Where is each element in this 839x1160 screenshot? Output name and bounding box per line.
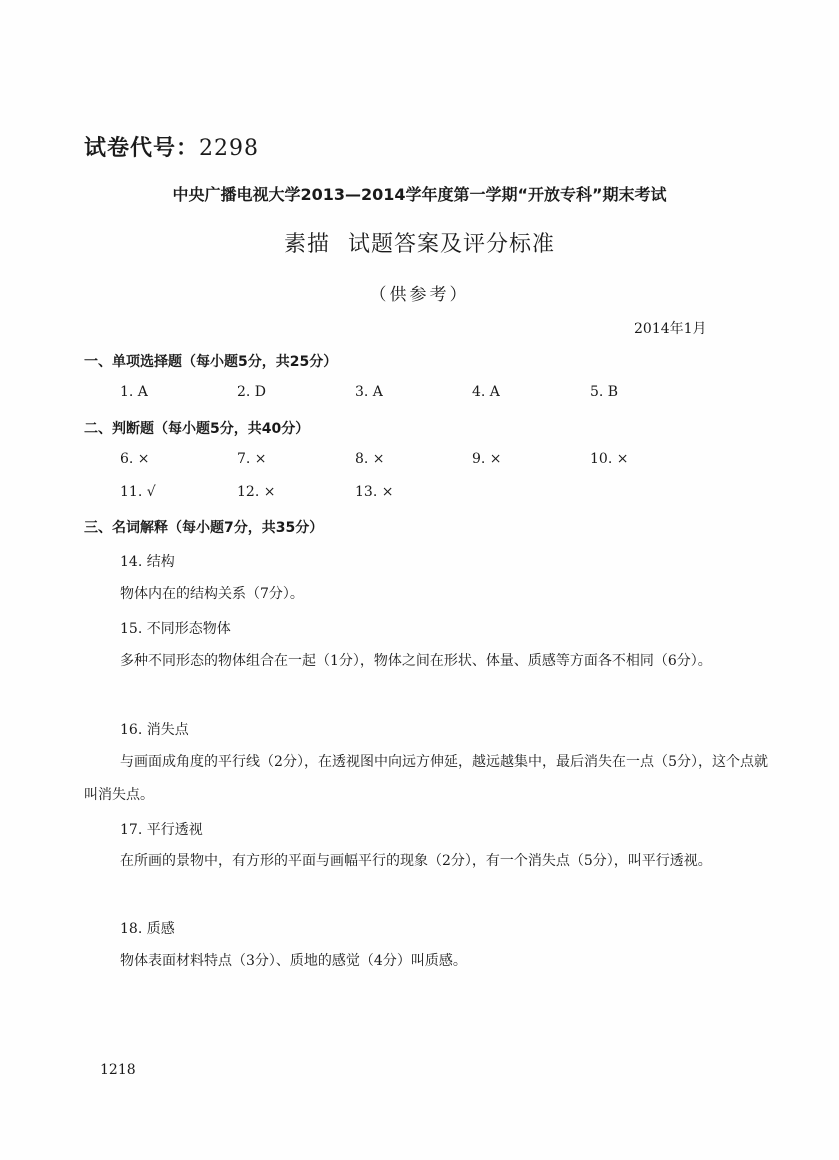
term-title-14: 14. 结构 [120, 554, 175, 570]
term-title-16: 16. 消失点 [120, 722, 189, 738]
section-heading-choice: 一、单项选择题（每小题5分，共25分） [84, 354, 338, 370]
reference-note: （供参考） [369, 285, 470, 305]
answer-7: 7. × [237, 451, 267, 467]
page-number: 1218 [100, 1062, 136, 1078]
answer-11: 11. √ [120, 484, 156, 500]
exam-title: 中央广播电视大学2013—2014学年度第一学期“开放专科”期末考试 [172, 185, 667, 204]
term-title-15: 15. 不同形态物体 [120, 621, 231, 637]
subject-title [0, 227, 839, 258]
term-title-17: 17. 平行透视 [120, 822, 203, 838]
answer-6: 6. × [120, 451, 150, 467]
paper-code-label: 试卷代号： [84, 136, 200, 161]
subject-name: 素描 [283, 232, 330, 257]
exam-date: 2014年1月 [634, 321, 707, 337]
answer-4: 4. A [472, 384, 500, 400]
answer-2: 2. D [237, 384, 267, 400]
term-definition-16: 与画面成角度的平行线（2分），在透视图中向远方伸延，越远越集中，最后消失在一点（5分），这个点就叫消失点。 [84, 754, 768, 803]
answer-5: 5. B [590, 384, 619, 400]
section-heading-terms: 三、名词解释（每小题7分，共35分） [84, 520, 324, 536]
answer-12: 12. × [237, 484, 276, 500]
term-definition-15: 多种不同形态的物体组合在一起（1分），物体之间在形状、体量、质感等方面各不相同（6分）。 [120, 653, 712, 669]
term-definition-17: 在所画的景物中，有方形的平面与画幅平行的现象（2分），有一个消失点（5分），叫平行透视。 [120, 853, 712, 869]
paper-code-number: 2298 [199, 136, 260, 161]
term-definition-14: 物体内在的结构关系（7分）。 [120, 586, 304, 602]
answer-9: 9. × [472, 451, 502, 467]
answer-1: 1. A [120, 384, 148, 400]
term-title-18: 18. 质感 [120, 921, 175, 937]
answer-8: 8. × [355, 451, 385, 467]
term-definition-18: 物体表面材料特点（3分）、质地的感觉（4分）叫质感。 [120, 953, 467, 969]
section-heading-true-false: 二、判断题（每小题5分，共40分） [84, 421, 310, 437]
answer-3: 3. A [355, 384, 383, 400]
answer-10: 10. × [590, 451, 629, 467]
paper-code [84, 131, 259, 162]
answer-13: 13. × [355, 484, 394, 500]
document-type: 试题答案及评分标准 [348, 232, 556, 257]
